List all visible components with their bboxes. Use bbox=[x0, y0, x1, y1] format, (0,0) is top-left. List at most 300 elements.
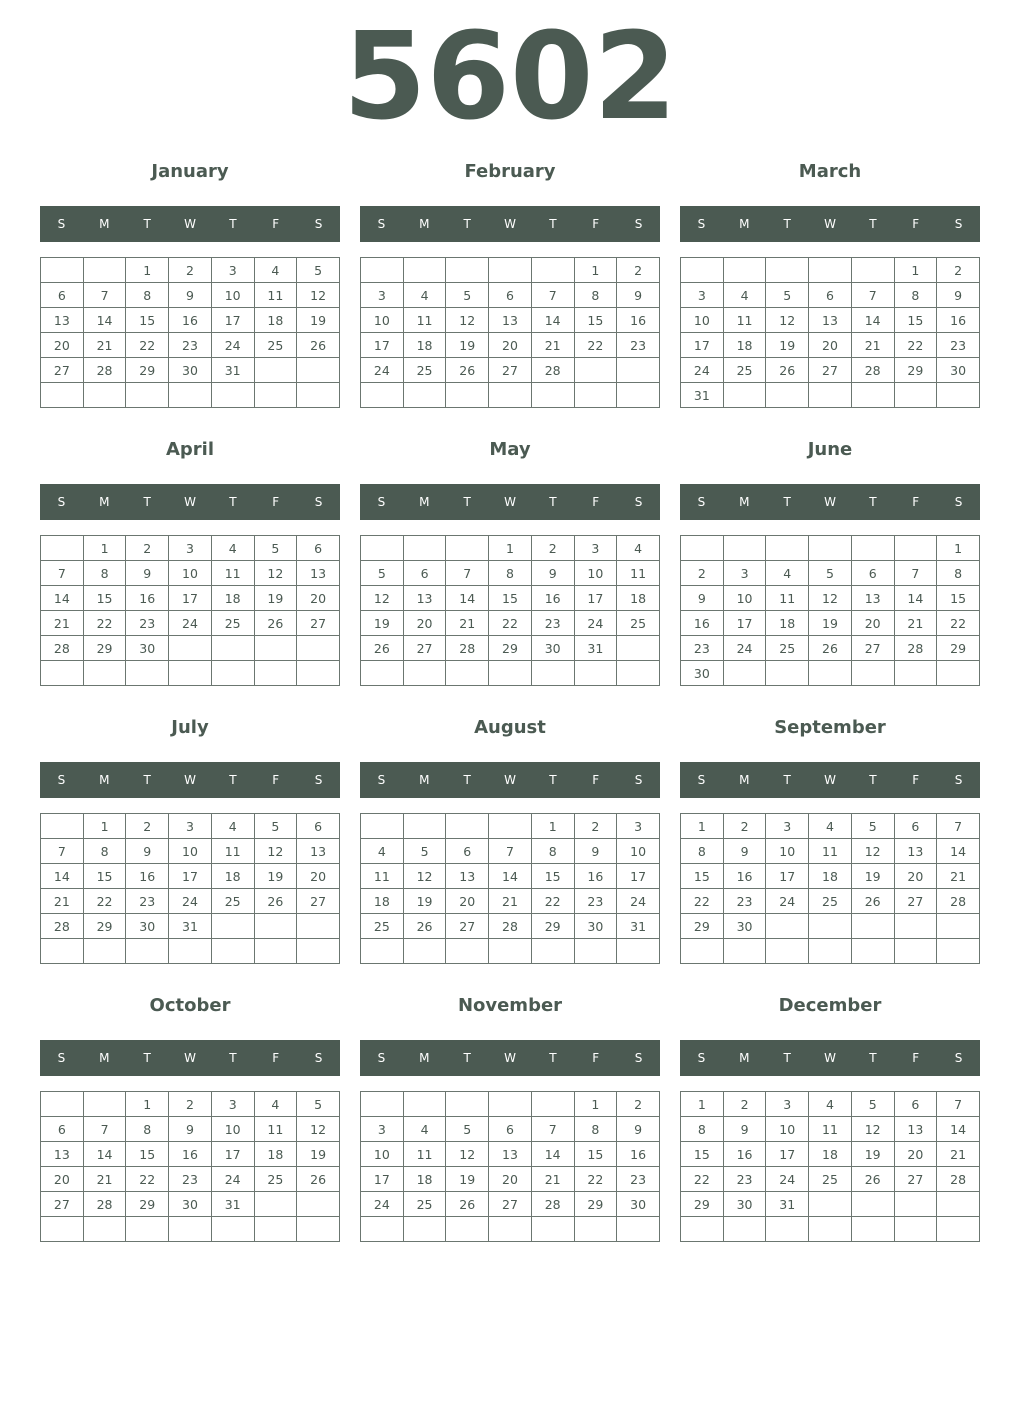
day-cell: 12 bbox=[297, 283, 340, 308]
month-name: August bbox=[474, 717, 546, 738]
week-row bbox=[361, 308, 660, 333]
day-cell: 26 bbox=[809, 636, 852, 661]
day-cell: 12 bbox=[851, 1117, 894, 1142]
empty-day-cell bbox=[681, 1217, 724, 1242]
empty-day-cell bbox=[169, 383, 212, 408]
day-cell: 7 bbox=[41, 561, 84, 586]
weekday-label: T bbox=[869, 773, 877, 787]
weekday-header bbox=[360, 1040, 660, 1076]
month-name: July bbox=[171, 717, 209, 738]
month-name: April bbox=[165, 439, 215, 460]
empty-day-cell bbox=[766, 536, 809, 561]
day-grid bbox=[360, 1091, 660, 1242]
day-cell: 30 bbox=[574, 914, 617, 939]
day-cell: 29 bbox=[531, 914, 574, 939]
day-cell: 5 bbox=[361, 561, 404, 586]
day-cell: 18 bbox=[254, 308, 297, 333]
weekday-label: T bbox=[783, 495, 791, 509]
day-cell: 9 bbox=[723, 839, 766, 864]
weekday-label: W bbox=[504, 217, 516, 231]
day-cell: 3 bbox=[211, 1092, 254, 1117]
day-cell: 6 bbox=[489, 1117, 532, 1142]
day-cell: 26 bbox=[766, 358, 809, 383]
empty-day-cell bbox=[489, 939, 532, 964]
day-cell: 4 bbox=[809, 814, 852, 839]
empty-day-cell bbox=[403, 258, 446, 283]
day-cell: 30 bbox=[937, 358, 980, 383]
empty-day-cell bbox=[894, 939, 937, 964]
day-cell: 21 bbox=[83, 1167, 126, 1192]
day-cell: 14 bbox=[83, 308, 126, 333]
day-cell: 26 bbox=[254, 889, 297, 914]
week-row bbox=[361, 1217, 660, 1242]
day-cell: 27 bbox=[41, 1192, 84, 1217]
weekday-label: F bbox=[592, 773, 600, 787]
week-row bbox=[361, 636, 660, 661]
week-row bbox=[681, 358, 980, 383]
day-cell: 14 bbox=[83, 1142, 126, 1167]
day-cell: 26 bbox=[403, 914, 446, 939]
empty-day-cell bbox=[574, 661, 617, 686]
empty-day-cell bbox=[723, 383, 766, 408]
weekday-label: T bbox=[463, 1051, 471, 1065]
day-cell: 25 bbox=[254, 333, 297, 358]
empty-day-cell bbox=[617, 383, 660, 408]
day-cell: 26 bbox=[297, 1167, 340, 1192]
day-cell: 1 bbox=[83, 536, 126, 561]
day-cell: 4 bbox=[361, 839, 404, 864]
day-cell: 29 bbox=[574, 1192, 617, 1217]
day-cell: 24 bbox=[574, 611, 617, 636]
day-cell: 16 bbox=[531, 586, 574, 611]
day-cell: 17 bbox=[361, 333, 404, 358]
month-name: June bbox=[807, 439, 853, 460]
day-cell: 2 bbox=[126, 814, 169, 839]
day-cell: 24 bbox=[766, 889, 809, 914]
day-cell: 9 bbox=[723, 1117, 766, 1142]
day-cell: 4 bbox=[254, 1092, 297, 1117]
day-cell: 2 bbox=[723, 1092, 766, 1117]
empty-day-cell bbox=[446, 1092, 489, 1117]
day-cell: 6 bbox=[894, 1092, 937, 1117]
day-cell: 6 bbox=[403, 561, 446, 586]
day-cell: 7 bbox=[83, 283, 126, 308]
day-cell: 1 bbox=[681, 1092, 724, 1117]
empty-day-cell bbox=[83, 1217, 126, 1242]
empty-day-cell bbox=[851, 914, 894, 939]
day-cell: 7 bbox=[446, 561, 489, 586]
day-cell: 4 bbox=[809, 1092, 852, 1117]
day-cell: 20 bbox=[41, 333, 84, 358]
empty-day-cell bbox=[361, 939, 404, 964]
day-cell: 27 bbox=[446, 914, 489, 939]
weekday-label: S bbox=[954, 495, 963, 509]
day-cell: 21 bbox=[894, 611, 937, 636]
weekday-label: S bbox=[57, 217, 66, 231]
empty-day-cell bbox=[894, 1217, 937, 1242]
empty-day-cell bbox=[446, 536, 489, 561]
day-cell: 12 bbox=[446, 1142, 489, 1167]
weekday-label: S bbox=[634, 1051, 643, 1065]
weekday-label: T bbox=[463, 495, 471, 509]
day-cell: 26 bbox=[446, 358, 489, 383]
day-cell: 14 bbox=[41, 864, 84, 889]
day-cell: 25 bbox=[809, 1167, 852, 1192]
day-cell: 11 bbox=[809, 1117, 852, 1142]
empty-day-cell bbox=[297, 914, 340, 939]
empty-day-cell bbox=[41, 258, 84, 283]
weekday-label: T bbox=[549, 773, 557, 787]
empty-day-cell bbox=[403, 536, 446, 561]
day-cell: 13 bbox=[489, 1142, 532, 1167]
empty-day-cell bbox=[766, 661, 809, 686]
day-cell: 14 bbox=[937, 839, 980, 864]
day-cell: 27 bbox=[297, 611, 340, 636]
day-cell: 21 bbox=[531, 333, 574, 358]
day-cell: 18 bbox=[766, 611, 809, 636]
empty-day-cell bbox=[403, 939, 446, 964]
day-cell: 13 bbox=[446, 864, 489, 889]
weekday-label: T bbox=[869, 217, 877, 231]
week-row bbox=[681, 1092, 980, 1117]
day-cell: 16 bbox=[681, 611, 724, 636]
day-cell: 1 bbox=[126, 258, 169, 283]
day-cell: 8 bbox=[574, 283, 617, 308]
weekday-label: T bbox=[549, 1051, 557, 1065]
day-cell: 12 bbox=[254, 561, 297, 586]
day-cell: 23 bbox=[723, 1167, 766, 1192]
day-cell: 20 bbox=[489, 1167, 532, 1192]
day-cell: 15 bbox=[126, 1142, 169, 1167]
week-row bbox=[681, 283, 980, 308]
day-cell: 11 bbox=[211, 561, 254, 586]
day-cell: 15 bbox=[126, 308, 169, 333]
week-row bbox=[41, 939, 340, 964]
month-name: March bbox=[798, 161, 862, 182]
day-cell: 14 bbox=[894, 586, 937, 611]
day-cell: 29 bbox=[681, 914, 724, 939]
week-row bbox=[41, 586, 340, 611]
weekday-header bbox=[680, 206, 980, 242]
day-cell: 5 bbox=[297, 258, 340, 283]
week-row bbox=[361, 611, 660, 636]
weekday-label: F bbox=[592, 495, 600, 509]
week-row bbox=[41, 258, 340, 283]
day-cell: 25 bbox=[361, 914, 404, 939]
empty-day-cell bbox=[617, 939, 660, 964]
empty-day-cell bbox=[489, 1217, 532, 1242]
empty-day-cell bbox=[937, 383, 980, 408]
day-cell: 25 bbox=[211, 889, 254, 914]
week-row bbox=[681, 1217, 980, 1242]
empty-day-cell bbox=[681, 536, 724, 561]
empty-day-cell bbox=[894, 1192, 937, 1217]
day-cell: 17 bbox=[211, 308, 254, 333]
day-cell: 9 bbox=[617, 283, 660, 308]
empty-day-cell bbox=[403, 1092, 446, 1117]
day-cell: 10 bbox=[169, 839, 212, 864]
day-cell: 10 bbox=[766, 1117, 809, 1142]
week-row bbox=[41, 1217, 340, 1242]
day-cell: 24 bbox=[361, 1192, 404, 1217]
day-cell: 26 bbox=[297, 333, 340, 358]
weekday-label: F bbox=[592, 217, 600, 231]
empty-day-cell bbox=[403, 814, 446, 839]
weekday-header bbox=[40, 206, 340, 242]
day-cell: 30 bbox=[723, 1192, 766, 1217]
weekday-label: F bbox=[272, 495, 280, 509]
day-cell: 17 bbox=[169, 586, 212, 611]
day-cell: 3 bbox=[169, 536, 212, 561]
day-grid bbox=[680, 535, 980, 686]
day-cell: 12 bbox=[851, 839, 894, 864]
day-cell: 1 bbox=[937, 536, 980, 561]
day-cell: 19 bbox=[297, 1142, 340, 1167]
empty-day-cell bbox=[574, 358, 617, 383]
day-cell: 11 bbox=[809, 839, 852, 864]
day-cell: 13 bbox=[41, 1142, 84, 1167]
weekday-label: W bbox=[504, 495, 516, 509]
day-cell: 30 bbox=[723, 914, 766, 939]
day-grid bbox=[360, 813, 660, 964]
week-row bbox=[681, 586, 980, 611]
empty-day-cell bbox=[361, 383, 404, 408]
day-cell: 11 bbox=[766, 586, 809, 611]
week-row bbox=[41, 889, 340, 914]
day-cell: 27 bbox=[489, 358, 532, 383]
empty-day-cell bbox=[894, 383, 937, 408]
weekday-label: M bbox=[419, 217, 430, 231]
day-cell: 28 bbox=[446, 636, 489, 661]
weekday-label: S bbox=[377, 495, 386, 509]
weekday-label: M bbox=[99, 495, 110, 509]
empty-day-cell bbox=[254, 1192, 297, 1217]
day-cell: 22 bbox=[531, 889, 574, 914]
day-cell: 24 bbox=[766, 1167, 809, 1192]
day-cell: 25 bbox=[809, 889, 852, 914]
empty-day-cell bbox=[446, 814, 489, 839]
day-cell: 9 bbox=[169, 283, 212, 308]
day-cell: 17 bbox=[766, 864, 809, 889]
day-cell: 31 bbox=[617, 914, 660, 939]
day-cell: 14 bbox=[531, 1142, 574, 1167]
day-cell: 28 bbox=[41, 914, 84, 939]
empty-day-cell bbox=[41, 383, 84, 408]
day-cell: 12 bbox=[403, 864, 446, 889]
day-cell: 27 bbox=[489, 1192, 532, 1217]
weekday-label: W bbox=[504, 773, 516, 787]
week-row bbox=[681, 308, 980, 333]
weekday-label: S bbox=[314, 773, 323, 787]
week-row bbox=[681, 611, 980, 636]
day-cell: 16 bbox=[723, 1142, 766, 1167]
weekday-label: S bbox=[377, 1051, 386, 1065]
empty-day-cell bbox=[361, 258, 404, 283]
day-cell: 16 bbox=[126, 586, 169, 611]
day-cell: 12 bbox=[297, 1117, 340, 1142]
weekday-label: T bbox=[869, 1051, 877, 1065]
day-cell: 3 bbox=[681, 283, 724, 308]
day-cell: 12 bbox=[766, 308, 809, 333]
empty-day-cell bbox=[297, 939, 340, 964]
day-cell: 6 bbox=[297, 536, 340, 561]
day-cell: 12 bbox=[361, 586, 404, 611]
week-row bbox=[41, 333, 340, 358]
day-cell: 23 bbox=[531, 611, 574, 636]
weekday-label: T bbox=[229, 773, 237, 787]
week-row bbox=[41, 814, 340, 839]
day-cell: 16 bbox=[126, 864, 169, 889]
day-cell: 13 bbox=[297, 839, 340, 864]
day-cell: 25 bbox=[403, 358, 446, 383]
day-cell: 28 bbox=[489, 914, 532, 939]
weekday-label: S bbox=[697, 773, 706, 787]
day-cell: 25 bbox=[723, 358, 766, 383]
empty-day-cell bbox=[169, 1217, 212, 1242]
day-cell: 18 bbox=[723, 333, 766, 358]
day-cell: 1 bbox=[894, 258, 937, 283]
empty-day-cell bbox=[403, 661, 446, 686]
day-cell: 3 bbox=[361, 1117, 404, 1142]
empty-day-cell bbox=[83, 1092, 126, 1117]
weekday-label: T bbox=[463, 773, 471, 787]
weekday-label: S bbox=[697, 1051, 706, 1065]
empty-day-cell bbox=[809, 914, 852, 939]
empty-day-cell bbox=[41, 1217, 84, 1242]
day-cell: 11 bbox=[211, 839, 254, 864]
weekday-label: S bbox=[697, 217, 706, 231]
week-row bbox=[41, 1092, 340, 1117]
day-cell: 12 bbox=[446, 308, 489, 333]
weekday-label: T bbox=[463, 217, 471, 231]
day-cell: 13 bbox=[851, 586, 894, 611]
day-cell: 6 bbox=[851, 561, 894, 586]
empty-day-cell bbox=[41, 536, 84, 561]
day-cell: 15 bbox=[83, 864, 126, 889]
empty-day-cell bbox=[531, 661, 574, 686]
day-cell: 30 bbox=[169, 1192, 212, 1217]
empty-day-cell bbox=[809, 939, 852, 964]
day-cell: 10 bbox=[681, 308, 724, 333]
weekday-header bbox=[360, 484, 660, 520]
weekday-label: W bbox=[824, 773, 836, 787]
weekday-label: M bbox=[739, 495, 750, 509]
weekday-label: M bbox=[99, 1051, 110, 1065]
weekday-label: T bbox=[783, 773, 791, 787]
empty-day-cell bbox=[297, 1192, 340, 1217]
week-row bbox=[41, 536, 340, 561]
day-cell: 28 bbox=[937, 1167, 980, 1192]
day-cell: 5 bbox=[851, 814, 894, 839]
weekday-header bbox=[680, 484, 980, 520]
day-cell: 4 bbox=[403, 283, 446, 308]
empty-day-cell bbox=[723, 258, 766, 283]
day-cell: 22 bbox=[937, 611, 980, 636]
empty-day-cell bbox=[361, 814, 404, 839]
day-cell: 28 bbox=[531, 358, 574, 383]
day-cell: 16 bbox=[937, 308, 980, 333]
day-cell: 24 bbox=[723, 636, 766, 661]
empty-day-cell bbox=[574, 939, 617, 964]
empty-day-cell bbox=[617, 358, 660, 383]
month-name: November bbox=[457, 995, 563, 1016]
day-cell: 4 bbox=[254, 258, 297, 283]
weekday-label: F bbox=[272, 773, 280, 787]
week-row bbox=[681, 383, 980, 408]
day-cell: 8 bbox=[681, 1117, 724, 1142]
day-cell: 17 bbox=[723, 611, 766, 636]
month-name: December bbox=[778, 995, 882, 1016]
day-cell: 29 bbox=[126, 358, 169, 383]
day-cell: 16 bbox=[169, 308, 212, 333]
week-row bbox=[41, 308, 340, 333]
weekday-label: T bbox=[143, 217, 151, 231]
day-cell: 19 bbox=[851, 864, 894, 889]
day-cell: 17 bbox=[211, 1142, 254, 1167]
empty-day-cell bbox=[894, 536, 937, 561]
empty-day-cell bbox=[254, 383, 297, 408]
weekday-header bbox=[680, 1040, 980, 1076]
day-cell: 28 bbox=[894, 636, 937, 661]
day-cell: 10 bbox=[211, 1117, 254, 1142]
day-cell: 11 bbox=[254, 1117, 297, 1142]
week-row bbox=[41, 358, 340, 383]
day-cell: 3 bbox=[361, 283, 404, 308]
day-cell: 19 bbox=[297, 308, 340, 333]
weekday-label: W bbox=[184, 773, 196, 787]
day-cell: 10 bbox=[169, 561, 212, 586]
weekday-label: W bbox=[824, 495, 836, 509]
day-cell: 18 bbox=[403, 333, 446, 358]
empty-day-cell bbox=[617, 661, 660, 686]
day-cell: 4 bbox=[766, 561, 809, 586]
weekday-label: M bbox=[419, 1051, 430, 1065]
day-cell: 31 bbox=[211, 358, 254, 383]
day-cell: 1 bbox=[126, 1092, 169, 1117]
week-row bbox=[681, 1192, 980, 1217]
empty-day-cell bbox=[766, 258, 809, 283]
day-cell: 30 bbox=[531, 636, 574, 661]
day-cell: 29 bbox=[83, 914, 126, 939]
empty-day-cell bbox=[851, 536, 894, 561]
day-cell: 15 bbox=[83, 586, 126, 611]
weekday-label: S bbox=[634, 495, 643, 509]
empty-day-cell bbox=[937, 1192, 980, 1217]
day-cell: 2 bbox=[169, 258, 212, 283]
day-cell: 21 bbox=[851, 333, 894, 358]
weekday-label: S bbox=[57, 495, 66, 509]
day-cell: 15 bbox=[531, 864, 574, 889]
day-cell: 18 bbox=[403, 1167, 446, 1192]
day-cell: 26 bbox=[851, 889, 894, 914]
day-cell: 13 bbox=[41, 308, 84, 333]
empty-day-cell bbox=[723, 536, 766, 561]
week-row bbox=[41, 636, 340, 661]
empty-day-cell bbox=[211, 661, 254, 686]
empty-day-cell bbox=[766, 939, 809, 964]
empty-day-cell bbox=[574, 383, 617, 408]
day-cell: 10 bbox=[361, 1142, 404, 1167]
empty-day-cell bbox=[403, 1217, 446, 1242]
week-row bbox=[681, 258, 980, 283]
weekday-label: M bbox=[739, 1051, 750, 1065]
day-cell: 20 bbox=[297, 586, 340, 611]
day-cell: 22 bbox=[894, 333, 937, 358]
weekday-label: F bbox=[272, 1051, 280, 1065]
empty-day-cell bbox=[446, 383, 489, 408]
day-cell: 24 bbox=[681, 358, 724, 383]
day-cell: 19 bbox=[403, 889, 446, 914]
